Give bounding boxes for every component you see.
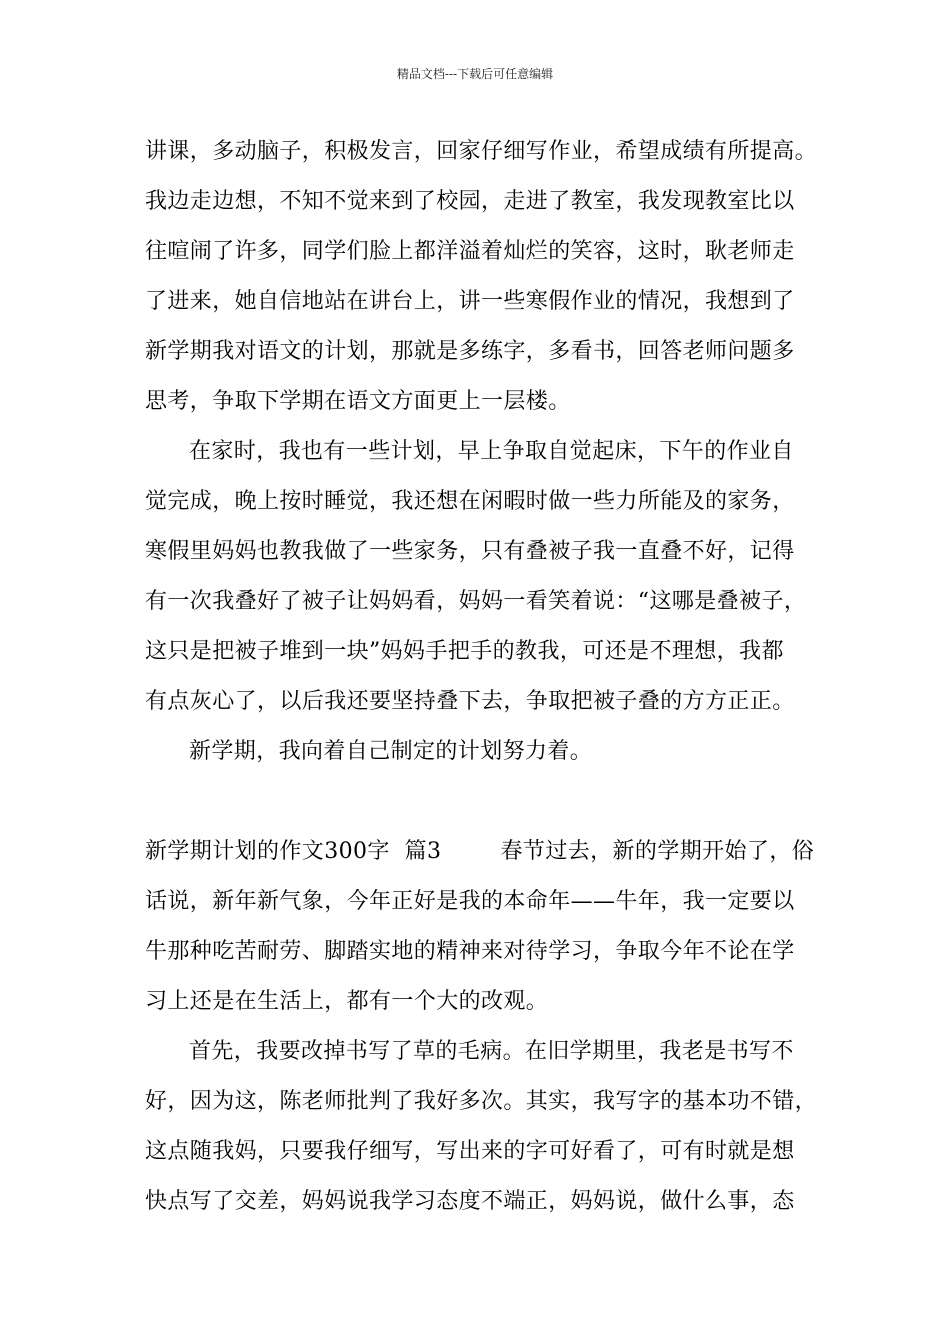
text-line: 有一次我叠好了被子让妈妈看，妈妈一看笑着说：“这哪是叠被子， xyxy=(145,589,807,614)
text-line: 这只是把被子堆到一块”妈妈手把手的教我，可还是不理想，我都 xyxy=(145,639,784,664)
text-line: 好，因为这，陈老师批判了我好多次。其实，我写字的基本功不错， xyxy=(145,1089,818,1114)
paragraph-first-line: 首先，我要改掉书写了草的毛病。在旧学期里，我老是书写不 xyxy=(189,1039,794,1064)
text-line: 觉完成，晚上按时睡觉，我还想在闲暇时做一些力所能及的家务， xyxy=(145,489,795,514)
section-heading-line: 新学期计划的作文300字 篇3 春节过去，新的学期开始了，俗 xyxy=(145,839,815,864)
text-line: 思考，争取下学期在语文方面更上一层楼。 xyxy=(145,389,571,414)
text-line: 话说，新年新气象，今年正好是我的本命年——牛年，我一定要以 xyxy=(145,889,795,914)
text-line: 这点随我妈，只要我仔细写，写出来的字可好看了，可有时就是想 xyxy=(145,1139,795,1164)
paragraph-first-line: 新学期，我向着自己制定的计划努力着。 xyxy=(189,739,593,764)
text-line: 我边走边想，不知不觉来到了校园，走进了教室，我发现教室比以 xyxy=(145,189,795,214)
text-line: 有点灰心了，以后我还要坚持叠下去，争取把被子叠的方方正正。 xyxy=(145,689,795,714)
text-line: 新学期我对语文的计划，那就是多练字，多看书，回答老师问题多 xyxy=(145,339,795,364)
paragraph-first-line: 在家时，我也有一些计划，早上争取自觉起床，下午的作业自 xyxy=(189,439,794,464)
text-line: 讲课，多动脑子，积极发言，回家仔细写作业，希望成绩有所提高。 xyxy=(145,139,818,164)
text-line: 牛那种吃苦耐劳、脚踏实地的精神来对待学习，争取今年不论在学 xyxy=(145,939,795,964)
text-line: 了进来，她自信地站在讲台上，讲一些寒假作业的情况，我想到了 xyxy=(145,289,795,314)
text-line: 寒假里妈妈也教我做了一些家务，只有叠被子我一直叠不好，记得 xyxy=(145,539,795,564)
page-header: 精品文档---下载后可任意编辑 xyxy=(396,67,554,81)
text-line: 往喧闹了许多，同学们脸上都洋溢着灿烂的笑容，这时，耿老师走 xyxy=(145,239,795,264)
text-line: 习上还是在生活上，都有一个大的改观。 xyxy=(145,989,549,1014)
text-line: 快点写了交差，妈妈说我学习态度不端正，妈妈说，做什么事，态 xyxy=(145,1189,795,1214)
